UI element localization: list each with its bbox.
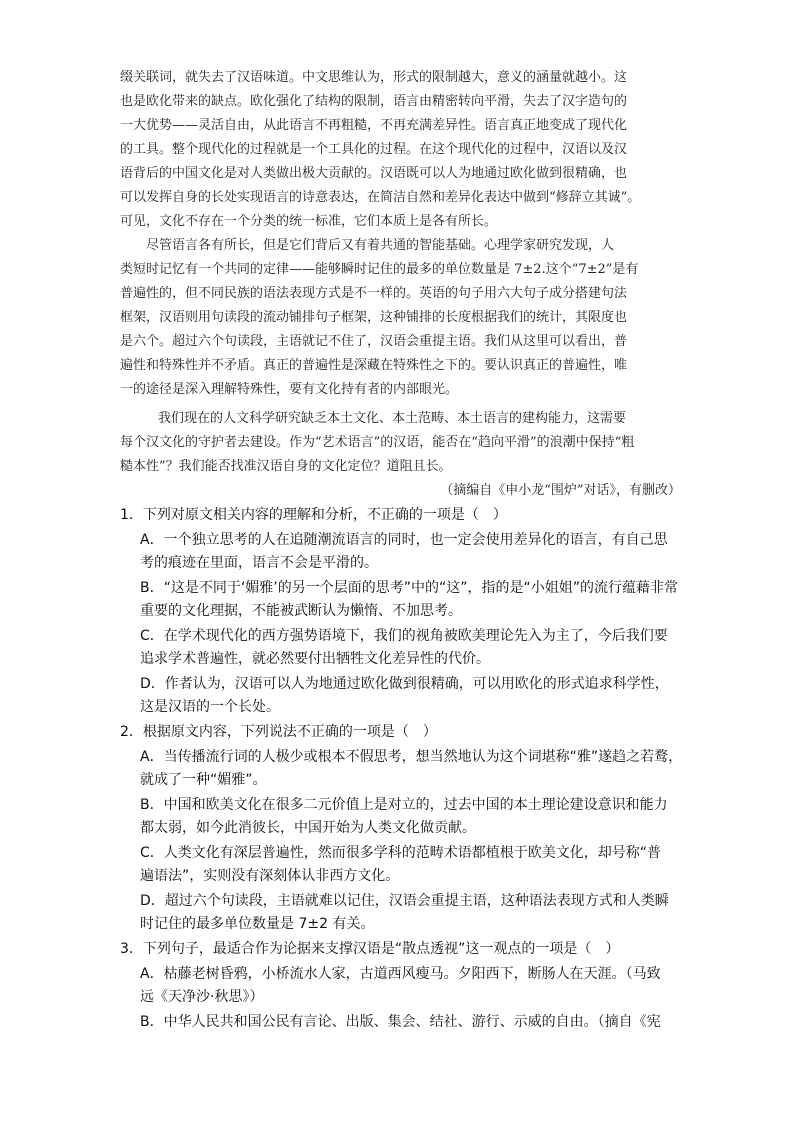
question-2-option-a-cont: 就成了一种“媚雅”。 bbox=[140, 772, 267, 788]
passage-line: 一大优势——灵活自由，从此语言不再粗糙，不再充满差异性。语言真正地变成了现代化 bbox=[120, 118, 628, 133]
passage-line: 框架，汉语则用句读段的流动铺排句子框架，这种铺排的长度根据我们的统计，其限度也 bbox=[120, 310, 628, 325]
passage-line: 缀关联词，就失去了汉语味道。中文思维认为，形式的限制越大，意义的涵量就越小。这 bbox=[120, 70, 628, 85]
question-1-option-c-cont: 追求学术普遍性，就必然要付出牺牲文化差异性的代价。 bbox=[140, 651, 490, 667]
passage-line: 每个汉文化的守护者去建设。作为“艺术语言”的汉语，能否在“趋向平滑”的浪潮中保持“粗 bbox=[120, 435, 635, 450]
question-3-stem: 3．下列句子，最适合作为论据来支撑汉语是“散点透视”这一观点的一项是（ ） bbox=[120, 941, 620, 957]
passage-line: 遍性和特殊性并不矛盾。真正的普遍性是深藏在特殊性之下的。要认识真正的普遍性，唯 bbox=[120, 358, 628, 373]
question-2-option-b: B．中国和欧美文化在很多二元价值上是对立的，过去中国的本土理论建设意识和能力 bbox=[140, 797, 668, 813]
passage-paragraph-start: 尽管语言各有所长，但是它们背后又有着共通的智能基础。心理学家研究发现，人 bbox=[146, 238, 615, 253]
question-1-option-b-cont: 重要的文化理据，不能被武断认为懒惰、不加思考。 bbox=[140, 603, 462, 619]
passage-line: 可见，文化不存在一个分类的统一标准，它们本质上是各有所长。 bbox=[120, 214, 498, 229]
question-2-stem: 2．根据原文内容，下列说法不正确的一项是（ ） bbox=[120, 724, 437, 740]
question-1-option-a-cont: 考的痕迹在里面，语言不会是平滑的。 bbox=[140, 555, 378, 571]
question-1-option-c: C．在学术现代化的西方强势语境下，我们的视角被欧美理论先入为主了，今后我们要 bbox=[140, 628, 668, 644]
passage-line: 一的途径是深入理解特殊性，要有文化持有者的内部眼光。 bbox=[120, 382, 459, 397]
passage-source: （摘编自《申小龙“围炉”对话》，有删改） bbox=[440, 483, 681, 498]
passage-line: 的工具。整个现代化的过程就是一个工具化的过程。在这个现代化的过程中，汉语以及汉 bbox=[120, 142, 628, 157]
passage-line: 是六个。超过六个句读段，主语就记不住了，汉语会重提主语。我们从这里可以看出，普 bbox=[120, 334, 628, 349]
passage-paragraph-start: 我们现在的人文科学研究缺乏本土文化、本土范畴、本土语言的建构能力，这需要 bbox=[158, 411, 627, 426]
passage-line: 语背后的中国文化是对人类做出极大贡献的。汉语既可以人为地通过欧化做到很精确，也 bbox=[120, 166, 628, 181]
question-2-option-a: A．当传播流行词的人极少或根本不假思考，想当然地认为这个词堪称“雅”遂趋之若鹜， bbox=[140, 749, 683, 765]
question-3-option-a-cont: 远《天净沙·秋思》） bbox=[140, 989, 264, 1005]
question-1-option-d-cont: 这是汉语的一个长处。 bbox=[140, 699, 280, 715]
question-2-option-b-cont: 都太弱，如今此消彼长，中国开始为人类文化做贡献。 bbox=[140, 820, 476, 836]
passage-line: 也是欧化带来的缺点。欧化强化了结构的限制，语言由精密转向平滑，失去了汉字造句的 bbox=[120, 94, 628, 109]
passage-line: 普遍性的，但不同民族的语法表现方式是不一样的。英语的句子用六大句子成分搭建句法 bbox=[120, 286, 628, 301]
question-1-stem: 1．下列对原文相关内容的理解和分析，不正确的一项是（ ） bbox=[120, 507, 507, 523]
question-2-option-c: C．人类文化有深层普遍性，然而很多学科的范畴术语都植根于欧美文化，却号称“普 bbox=[140, 845, 662, 861]
passage-line: 类短时记忆有一个共同的定律——能够瞬时记住的最多的单位数量是 7±2.这个“7±2”是有 bbox=[120, 262, 639, 277]
passage-line: 糙本性”？我们能否找准汉语自身的文化定位？道阻且长。 bbox=[120, 459, 452, 474]
question-1-option-d: D．作者认为，汉语可以人为地通过欧化做到很精确，可以用欧化的形式追求科学性， bbox=[140, 676, 669, 692]
passage-line: 可以发挥自身的长处实现语言的诗意表达，在简洁自然和差异化表达中做到“修辞立其诚”。 bbox=[120, 190, 641, 205]
question-1-option-b: B．“这是不同于‘媚雅’的另一个层面的思考”中的“这”，指的是“小姐姐”的流行蕴藉非常 bbox=[140, 580, 679, 596]
question-2-option-c-cont: 遍语法”，实则没有深刻体认非西方文化。 bbox=[140, 868, 400, 884]
question-2-option-d-cont: 时记住的最多单位数量是 7±2 有关。 bbox=[140, 916, 375, 932]
question-3-option-a: A．枯藤老树昏鸦，小桥流水人家，古道西风瘦马。夕阳西下，断肠人在天涯。（马致 bbox=[140, 966, 661, 982]
question-2-option-d: D．超过六个句读段，主语就难以记住，汉语会重提主语，这种语法表现方式和人类瞬 bbox=[140, 893, 669, 909]
question-1-option-a: A．一个独立思考的人在追随潮流语言的同时，也一定会使用差异化的语言，有自己思 bbox=[140, 532, 668, 548]
question-3-option-b: B．中华人民共和国公民有言论、出版、集会、结社、游行、示威的自由。（摘自《宪 bbox=[140, 1014, 661, 1030]
